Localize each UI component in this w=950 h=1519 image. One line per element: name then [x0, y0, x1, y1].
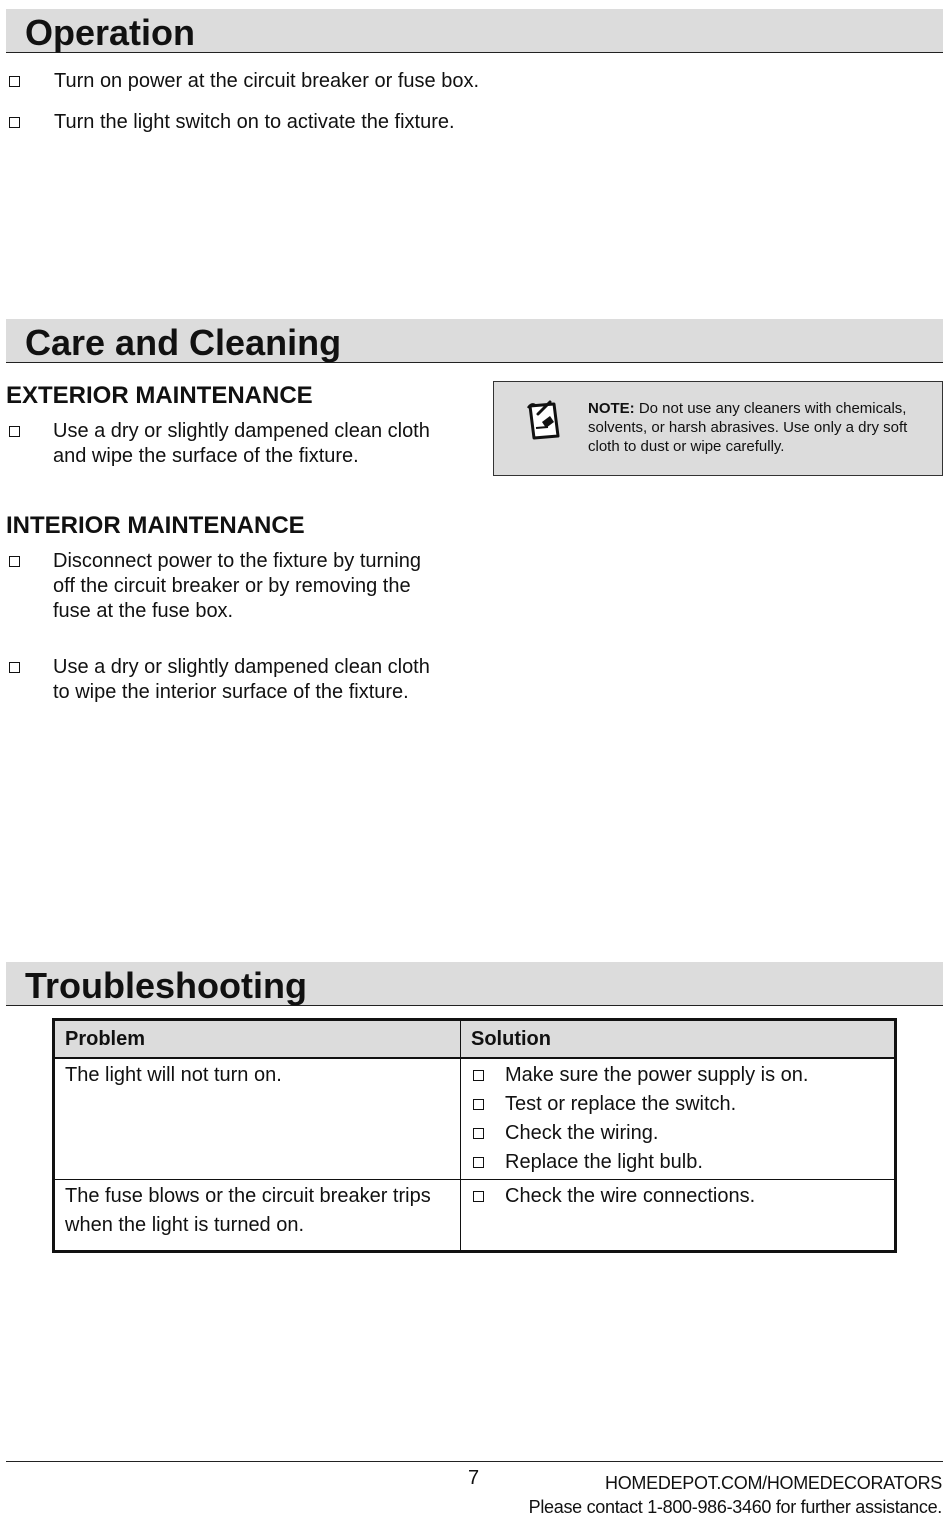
solution-item: Replace the light bulb. — [473, 1148, 884, 1177]
checkbox-icon — [9, 76, 20, 87]
operation-header — [6, 9, 943, 53]
note-text: NOTE: Do not use any cleaners with chemicals, solvents, or harsh abrasives. Use only a dry soft cloth to dust or wipe carefully. — [588, 400, 908, 455]
solution-item: Test or replace the switch. — [473, 1090, 884, 1119]
table-row — [54, 1179, 896, 1252]
checkbox-icon — [9, 426, 20, 437]
column-header-problem: Problem — [54, 1020, 461, 1059]
problem-cell: The fuse blows or the circuit breaker trips when the light is turned on. — [54, 1179, 461, 1252]
care-header — [6, 319, 943, 363]
checkbox-icon — [9, 117, 20, 128]
operation-item: Turn the light switch on to activate the fixture. — [9, 110, 20, 128]
troubleshooting-header — [6, 962, 943, 1006]
footer-info — [529, 1471, 942, 1519]
interior-item: Disconnect power to the fixture by turning off the circuit breaker or by removing the fuse at the fuse box. — [9, 549, 20, 567]
table-row — [54, 1058, 896, 1179]
problem-cell: The light will not turn on. — [54, 1058, 461, 1179]
operation-title: Operation — [25, 12, 196, 53]
checkbox-icon — [473, 1128, 484, 1139]
checkbox-icon — [473, 1070, 484, 1081]
footer-divider — [6, 1461, 943, 1462]
page-number: 7 — [468, 1467, 480, 1489]
note-pad-icon — [524, 398, 564, 442]
column-header-solution: Solution — [461, 1020, 896, 1059]
interior-heading: INTERIOR MAINTENANCE — [6, 512, 305, 539]
care-title: Care and Cleaning — [25, 322, 342, 363]
checkbox-icon — [473, 1191, 484, 1202]
interior-item: Use a dry or slightly dampened clean cloth to wipe the interior surface of the fixture. — [9, 655, 20, 673]
checkbox-icon — [473, 1157, 484, 1168]
troubleshooting-title: Troubleshooting — [25, 965, 307, 1006]
checkbox-icon — [473, 1099, 484, 1110]
checkbox-icon — [9, 662, 20, 673]
solution-cell — [461, 1058, 896, 1179]
troubleshooting-table — [52, 1018, 897, 1253]
checkbox-icon — [9, 556, 20, 567]
exterior-item: Use a dry or slightly dampened clean cloth and wipe the surface of the fixture. — [9, 419, 20, 437]
exterior-heading: EXTERIOR MAINTENANCE — [6, 382, 313, 409]
table-header-row — [54, 1020, 896, 1059]
footer-contact: Please contact 1-800-986-3460 for further assistance. — [528, 1497, 942, 1517]
solution-item: Make sure the power supply is on. — [473, 1061, 884, 1090]
solution-item: Check the wire connections. — [473, 1182, 884, 1211]
note-box — [493, 381, 943, 476]
solution-cell — [461, 1179, 896, 1252]
operation-item: Turn on power at the circuit breaker or fuse box. — [9, 69, 20, 87]
solution-item: Check the wiring. — [473, 1119, 884, 1148]
footer-site: HOMEDEPOT.COM/HOMEDECORATORS — [605, 1473, 942, 1493]
